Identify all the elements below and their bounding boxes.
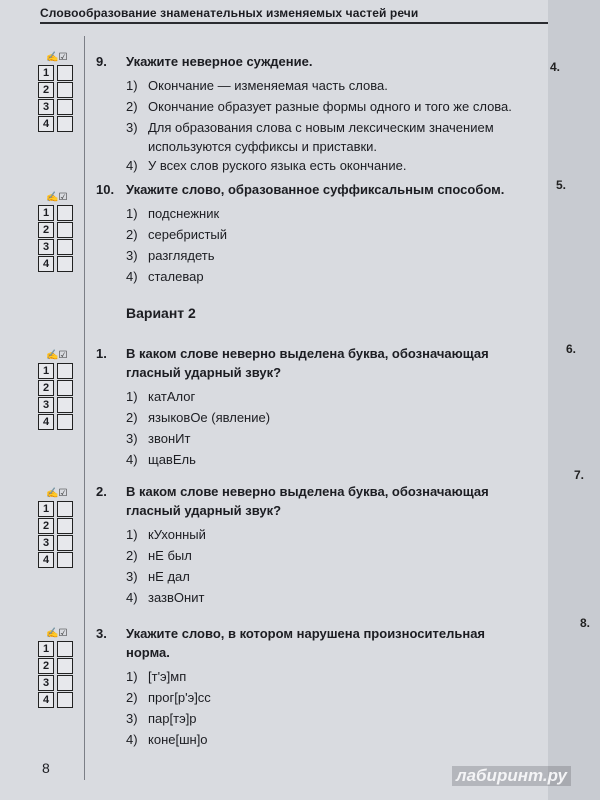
answer-box-number: 2	[38, 518, 54, 534]
answer-box-row	[38, 239, 73, 255]
margin-rule	[84, 36, 85, 780]
answer-box-number: 4	[38, 116, 54, 132]
answer-box-row	[38, 82, 73, 98]
answer-checkbox[interactable]	[57, 552, 73, 568]
option-number: 1)	[126, 78, 138, 93]
answer-option	[126, 245, 540, 266]
option-number: 3)	[126, 711, 138, 726]
option-number: 4)	[126, 269, 138, 284]
option-text: серебристый	[148, 227, 228, 242]
pencil-check-icon: ✍☑	[46, 192, 68, 203]
answer-box-number: 1	[38, 65, 54, 81]
option-text: зазвОнит	[148, 590, 205, 605]
question-number	[96, 501, 126, 520]
answer-box-row	[38, 222, 73, 238]
question-text-line	[96, 624, 540, 643]
answer-box-row	[38, 518, 73, 534]
answer-checkbox[interactable]	[57, 239, 73, 255]
question-text-line	[96, 180, 540, 199]
answer-checkbox[interactable]	[57, 641, 73, 657]
answer-box-row	[38, 658, 73, 674]
option-number: 1)	[126, 527, 138, 542]
answer-box-number: 1	[38, 501, 54, 517]
option-text: языковОе (явление)	[148, 410, 271, 425]
next-page-question-number: 8.	[580, 616, 591, 630]
running-header: Словообразование знаменательных изменяемых частей речи	[40, 6, 419, 20]
pencil-check-icon: ✍☑	[46, 350, 68, 361]
answer-option	[126, 524, 540, 545]
next-page-question-number: 7.	[574, 468, 585, 482]
option-text: [т'э]мп	[148, 669, 187, 684]
answer-option	[126, 666, 540, 687]
answer-box-number: 4	[38, 552, 54, 568]
answer-box-number: 3	[38, 535, 54, 551]
option-number: 2)	[126, 227, 138, 242]
answer-box-row	[38, 535, 73, 551]
answer-box-number: 1	[38, 363, 54, 379]
next-page-question-number: 4.	[550, 60, 561, 74]
answer-checkbox[interactable]	[57, 675, 73, 691]
answer-checkbox[interactable]	[57, 518, 73, 534]
answer-checkbox[interactable]	[57, 501, 73, 517]
answer-box-row	[38, 414, 73, 430]
answer-box	[38, 192, 73, 272]
answer-checkbox[interactable]	[57, 658, 73, 674]
answer-box-number: 3	[38, 675, 54, 691]
answer-box-row	[38, 205, 73, 221]
option-number: 2)	[126, 410, 138, 425]
answer-option	[126, 386, 540, 407]
answer-option	[126, 587, 540, 608]
answer-box-row	[38, 256, 73, 272]
answer-box	[38, 628, 73, 708]
option-text: используются суффиксы и приставки.	[148, 139, 378, 154]
answer-box-row	[38, 380, 73, 396]
answer-box-number: 3	[38, 397, 54, 413]
option-number: 3)	[126, 120, 138, 135]
answer-option	[126, 75, 540, 96]
option-text: подснежник	[148, 206, 220, 221]
option-number: 4)	[126, 590, 138, 605]
option-text: разглядеть	[148, 248, 215, 263]
answer-box-number: 1	[38, 205, 54, 221]
question-number	[96, 363, 126, 382]
option-text: катАлог	[148, 389, 196, 404]
option-text: нЕ был	[148, 548, 192, 563]
answer-checkbox[interactable]	[57, 65, 73, 81]
question-text-line	[96, 501, 540, 520]
header-rule	[40, 22, 548, 24]
answer-checkbox[interactable]	[57, 205, 73, 221]
option-number: 4)	[126, 158, 138, 173]
option-text: нЕ дал	[148, 569, 190, 584]
question-9	[96, 52, 540, 176]
option-text: щавЕль	[148, 452, 196, 467]
answer-option	[126, 407, 540, 428]
option-number: 3)	[126, 431, 138, 446]
answer-box	[38, 350, 73, 430]
question-number: 1.	[96, 346, 107, 361]
answer-checkbox[interactable]	[57, 116, 73, 132]
answer-option	[126, 96, 540, 117]
answer-box	[38, 52, 73, 132]
answer-box-row	[38, 397, 73, 413]
next-page-question-number: 6.	[566, 342, 577, 356]
answer-box-row	[38, 675, 73, 691]
answer-box-row	[38, 501, 73, 517]
answer-box-row	[38, 552, 73, 568]
option-number: 2)	[126, 690, 138, 705]
answer-box	[38, 488, 73, 568]
option-text: Окончание — изменяемая часть слова.	[148, 78, 388, 93]
answer-box-row	[38, 99, 73, 115]
question-text: норма.	[126, 645, 170, 660]
answer-option	[126, 708, 540, 729]
answer-box-number: 2	[38, 222, 54, 238]
option-text: коне[шн]о	[148, 732, 208, 747]
answer-option	[126, 224, 540, 245]
answer-box-number: 1	[38, 641, 54, 657]
answer-checkbox[interactable]	[57, 256, 73, 272]
option-text: звонИт	[148, 431, 191, 446]
question-text: Укажите неверное суждение.	[126, 54, 313, 69]
variant-title: Вариант 2	[126, 305, 196, 321]
option-number: 2)	[126, 548, 138, 563]
pencil-check-icon: ✍☑	[46, 52, 68, 63]
answer-box-number: 4	[38, 692, 54, 708]
next-page-edge	[548, 0, 600, 800]
option-number: 4)	[126, 452, 138, 467]
option-text: Окончание образует разные формы одного и того же слова.	[148, 99, 512, 114]
pencil-check-icon: ✍☑	[46, 488, 68, 499]
option-number: 4)	[126, 732, 138, 747]
answer-option	[126, 138, 540, 155]
option-number	[126, 138, 148, 155]
option-text: У всех слов руского языка есть окончание.	[148, 158, 407, 173]
option-text: сталевар	[148, 269, 204, 284]
option-text: прог[р'э]сс	[148, 690, 211, 705]
question-text-line	[96, 344, 540, 363]
answer-box-number: 2	[38, 380, 54, 396]
question-text: гласный ударный звук?	[126, 503, 282, 518]
answer-option	[126, 266, 540, 287]
question-number: 2.	[96, 484, 107, 499]
answer-option	[126, 729, 540, 750]
answer-checkbox[interactable]	[57, 82, 73, 98]
answer-box-row	[38, 641, 73, 657]
answer-box-row	[38, 363, 73, 379]
question-text: В каком слове неверно выделена буква, обозначающая	[126, 484, 489, 499]
question-number: 9.	[96, 54, 107, 69]
answer-checkbox[interactable]	[57, 692, 73, 708]
question-number	[96, 643, 126, 662]
question-text-line	[96, 363, 540, 382]
pencil-check-icon: ✍☑	[46, 628, 68, 639]
answer-box-row	[38, 116, 73, 132]
answer-checkbox[interactable]	[57, 397, 73, 413]
question-number: 3.	[96, 626, 107, 641]
answer-box-row	[38, 65, 73, 81]
answer-checkbox[interactable]	[57, 363, 73, 379]
question-text: В каком слове неверно выделена буква, обозначающая	[126, 346, 489, 361]
answer-checkbox[interactable]	[57, 380, 73, 396]
watermark-logo: лабиринт.ру	[452, 766, 571, 786]
answer-option	[126, 117, 540, 138]
answer-box-number: 3	[38, 239, 54, 255]
option-text: Для образования слова с новым лексическим значением	[148, 120, 494, 135]
answer-option	[126, 545, 540, 566]
answer-box-number: 4	[38, 256, 54, 272]
next-page-question-number: 5.	[556, 178, 567, 192]
question-text: Укажите слово, образованное суффиксальным способом.	[126, 182, 505, 197]
page-number: 8	[42, 760, 50, 776]
question-10	[96, 180, 540, 287]
answer-box-number: 2	[38, 82, 54, 98]
answer-option	[126, 203, 540, 224]
question-number: 10.	[96, 182, 115, 197]
question-v2-1	[96, 344, 540, 470]
option-number: 2)	[126, 99, 138, 114]
question-text-line	[96, 643, 540, 662]
answer-checkbox[interactable]	[57, 414, 73, 430]
question-text: Укажите слово, в котором нарушена произносительная	[126, 626, 486, 641]
option-number: 1)	[126, 389, 138, 404]
answer-option	[126, 566, 540, 587]
answer-box-row	[38, 692, 73, 708]
answer-box-number: 4	[38, 414, 54, 430]
answer-option	[126, 428, 540, 449]
question-text-line	[96, 52, 540, 71]
option-number: 1)	[126, 206, 138, 221]
answer-box-number: 3	[38, 99, 54, 115]
option-text: кУхонный	[148, 527, 206, 542]
question-text-line	[96, 482, 540, 501]
option-text: пар[тэ]р	[148, 711, 197, 726]
option-number: 3)	[126, 569, 138, 584]
answer-option	[126, 449, 540, 470]
answer-box-number: 2	[38, 658, 54, 674]
question-text: гласный ударный звук?	[126, 365, 282, 380]
answer-option	[126, 687, 540, 708]
answer-checkbox[interactable]	[57, 222, 73, 238]
answer-option	[126, 155, 540, 176]
question-v2-2	[96, 482, 540, 608]
answer-checkbox[interactable]	[57, 99, 73, 115]
answer-checkbox[interactable]	[57, 535, 73, 551]
option-number: 1)	[126, 669, 138, 684]
option-number: 3)	[126, 248, 138, 263]
question-v2-3	[96, 624, 540, 750]
